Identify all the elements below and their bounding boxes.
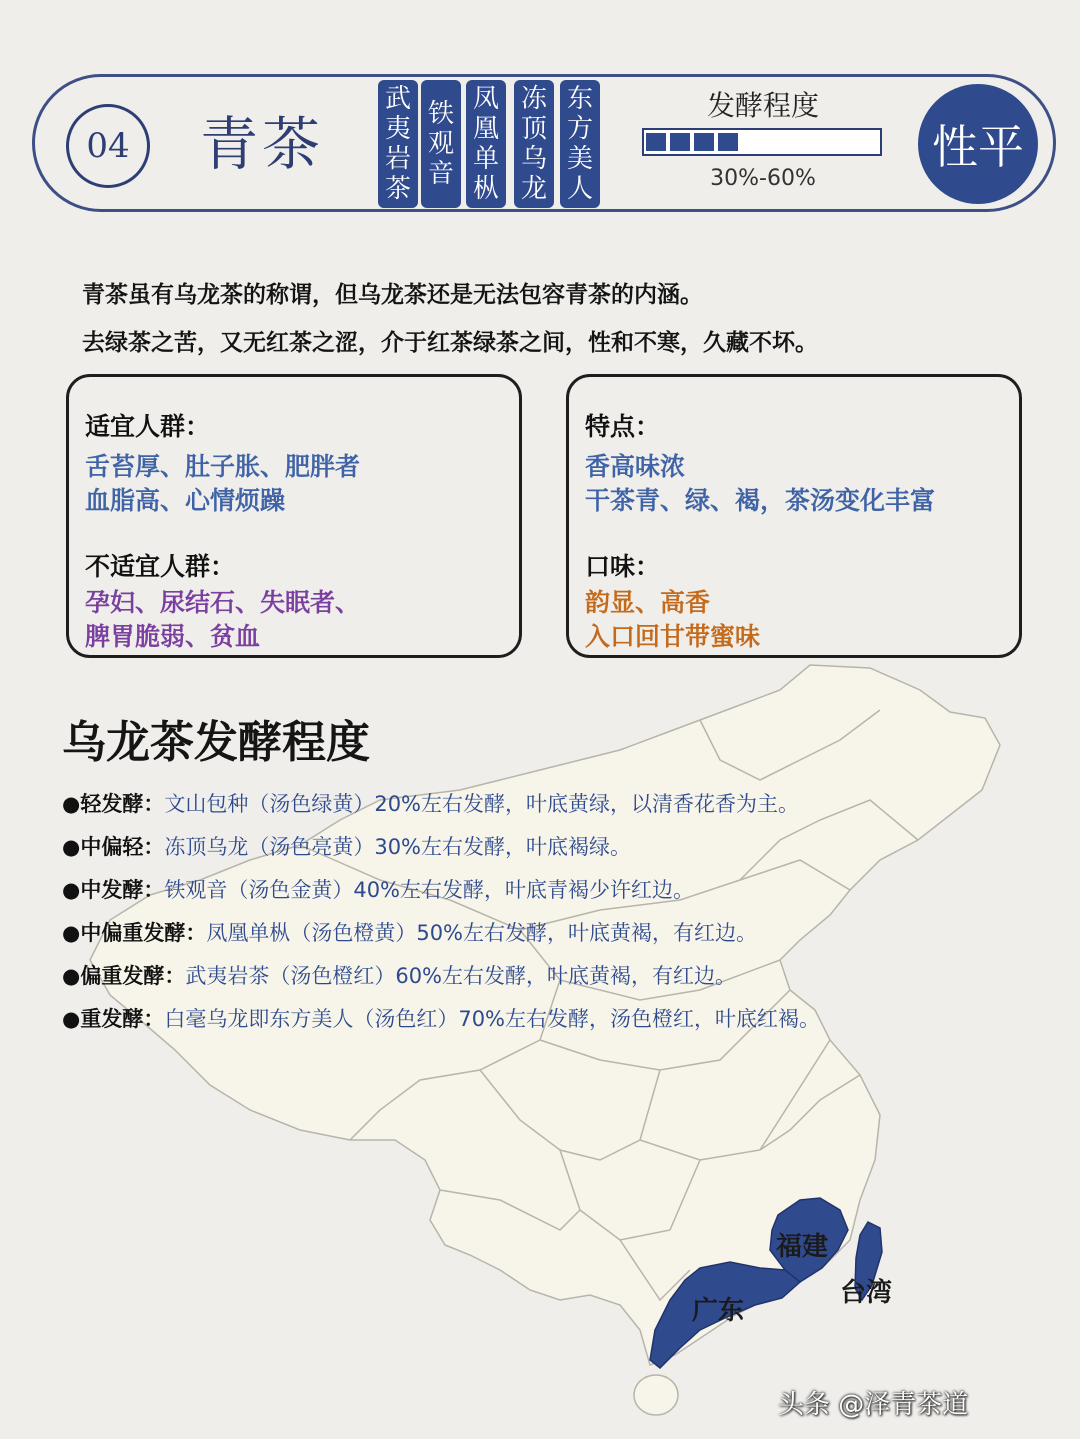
map-label-guangdong: 广东 bbox=[692, 1296, 745, 1326]
page-title: 青茶 bbox=[200, 110, 325, 178]
ferm-level: 中偏重发酵： bbox=[80, 921, 207, 945]
taste-line-2: 入口回甘带蜜味 bbox=[585, 622, 761, 651]
map-label-taiwan: 台湾 bbox=[840, 1278, 893, 1308]
tea-tag-char: 冻 bbox=[520, 84, 547, 114]
ferm-level: 轻发酵： bbox=[80, 792, 165, 816]
tea-tag-char: 人 bbox=[566, 174, 593, 204]
nature-text: 性平 bbox=[932, 120, 1024, 174]
taste-line-1: 韵显、高香 bbox=[585, 588, 711, 617]
chapter-number-badge bbox=[66, 104, 150, 188]
ferm-level: 偏重发酵： bbox=[80, 964, 186, 988]
nature-badge bbox=[918, 84, 1038, 204]
tea-tag-char: 东 bbox=[566, 84, 593, 114]
progress-segment bbox=[694, 133, 714, 151]
tea-tag-char: 武 bbox=[384, 84, 411, 114]
tea-tag-char: 茶 bbox=[384, 174, 411, 204]
ferm-row-light bbox=[62, 788, 799, 818]
tea-tag-char: 枞 bbox=[472, 174, 499, 204]
fermentation-label: 发酵程度 bbox=[706, 89, 819, 122]
unsuitable-line-2: 脾胃脆弱、贫血 bbox=[85, 622, 261, 651]
tea-tag-char: 乌 bbox=[520, 144, 547, 174]
tea-tag-char: 单 bbox=[472, 144, 499, 174]
ferm-row-heavy-leaning bbox=[62, 960, 736, 990]
tea-tag-wuyi bbox=[378, 80, 418, 208]
chapter-number: 04 bbox=[86, 126, 130, 166]
intro-line-2: 去绿茶之苦，又无红茶之涩，介于红茶绿茶之间，性和不寒，久藏不坏。 bbox=[82, 330, 818, 356]
tea-tag-dongding bbox=[514, 80, 554, 208]
ferm-row-medium-heavy bbox=[62, 917, 757, 947]
people-box bbox=[66, 374, 522, 658]
bullet-icon: ● bbox=[62, 835, 81, 859]
watermark: 头条 @泽青茶道 bbox=[778, 1390, 969, 1420]
tea-tag-char: 岩 bbox=[384, 144, 411, 174]
ferm-desc: 白毫乌龙即东方美人（汤色红）70%左右发酵，汤色橙红，叶底红褐。 bbox=[164, 1007, 821, 1031]
tea-tag-char: 观 bbox=[427, 129, 454, 159]
fermentation-progress-fill bbox=[646, 133, 738, 151]
tea-tag-char: 凤 bbox=[472, 84, 499, 114]
bullet-icon: ● bbox=[62, 921, 81, 945]
ferm-desc: 凤凰单枞（汤色橙黄）50%左右发酵，叶底黄褐，有红边。 bbox=[206, 921, 758, 945]
tea-tag-dongfang bbox=[560, 80, 600, 208]
feature-line-2: 干茶青、绿、褐，茶汤变化丰富 bbox=[585, 486, 936, 515]
tea-tag-tieguanyin bbox=[421, 80, 461, 208]
progress-segment bbox=[646, 133, 666, 151]
suitable-line-2: 血脂高、心情烦躁 bbox=[85, 486, 286, 515]
bullet-icon: ● bbox=[62, 792, 81, 816]
tea-tag-char: 铁 bbox=[427, 99, 454, 129]
tea-tag-char: 顶 bbox=[520, 114, 547, 144]
bullet-icon: ● bbox=[62, 1007, 81, 1031]
unsuitable-title: 不适宜人群： bbox=[85, 552, 236, 581]
taste-title: 口味： bbox=[585, 552, 661, 581]
ferm-row-heavy bbox=[62, 1003, 820, 1033]
ferm-desc: 铁观音（汤色金黄）40%左右发酵，叶底青褐少许红边。 bbox=[164, 878, 695, 902]
map-label-fujian: 福建 bbox=[776, 1232, 829, 1262]
fermentation-progress-bar bbox=[642, 128, 882, 156]
features-box bbox=[566, 374, 1022, 658]
tea-tag-char: 美 bbox=[566, 144, 593, 174]
ferm-level: 中发酵： bbox=[80, 878, 165, 902]
tea-tag-char: 龙 bbox=[520, 174, 547, 204]
tea-tag-char: 音 bbox=[427, 159, 454, 189]
oolong-section-title: 乌龙茶发酵程度 bbox=[62, 717, 370, 768]
tea-tag-char: 方 bbox=[566, 114, 593, 144]
progress-segment bbox=[670, 133, 690, 151]
progress-segment bbox=[718, 133, 738, 151]
unsuitable-line-1: 孕妇、尿结石、失眠者、 bbox=[85, 588, 361, 617]
feature-line-1: 香高味浓 bbox=[585, 452, 686, 481]
ferm-row-medium bbox=[62, 874, 694, 904]
intro-line-1: 青茶虽有乌龙茶的称谓，但乌龙茶还是无法包容青茶的内涵。 bbox=[82, 282, 703, 308]
tea-tag-fenghuang bbox=[466, 80, 506, 208]
ferm-desc: 冻顶乌龙（汤色亮黄）30%左右发酵，叶底褐绿。 bbox=[164, 835, 632, 859]
ferm-desc: 武夷岩茶（汤色橙红）60%左右发酵，叶底黄褐，有红边。 bbox=[185, 964, 737, 988]
ferm-level: 重发酵： bbox=[80, 1007, 165, 1031]
bullet-icon: ● bbox=[62, 964, 81, 988]
ferm-desc: 文山包种（汤色绿黄）20%左右发酵，叶底黄绿，以清香花香为主。 bbox=[164, 792, 800, 816]
suitable-line-1: 舌苔厚、肚子胀、肥胖者 bbox=[85, 452, 361, 481]
ferm-level: 中偏轻： bbox=[80, 835, 165, 859]
tea-tag-char: 凰 bbox=[472, 114, 499, 144]
ferm-row-medium-light bbox=[62, 831, 631, 861]
feature-title: 特点： bbox=[585, 412, 661, 441]
bullet-icon: ● bbox=[62, 878, 81, 902]
tea-tag-char: 夷 bbox=[384, 114, 411, 144]
fermentation-range: 30%-60% bbox=[710, 166, 816, 191]
suitable-title: 适宜人群： bbox=[85, 412, 211, 441]
